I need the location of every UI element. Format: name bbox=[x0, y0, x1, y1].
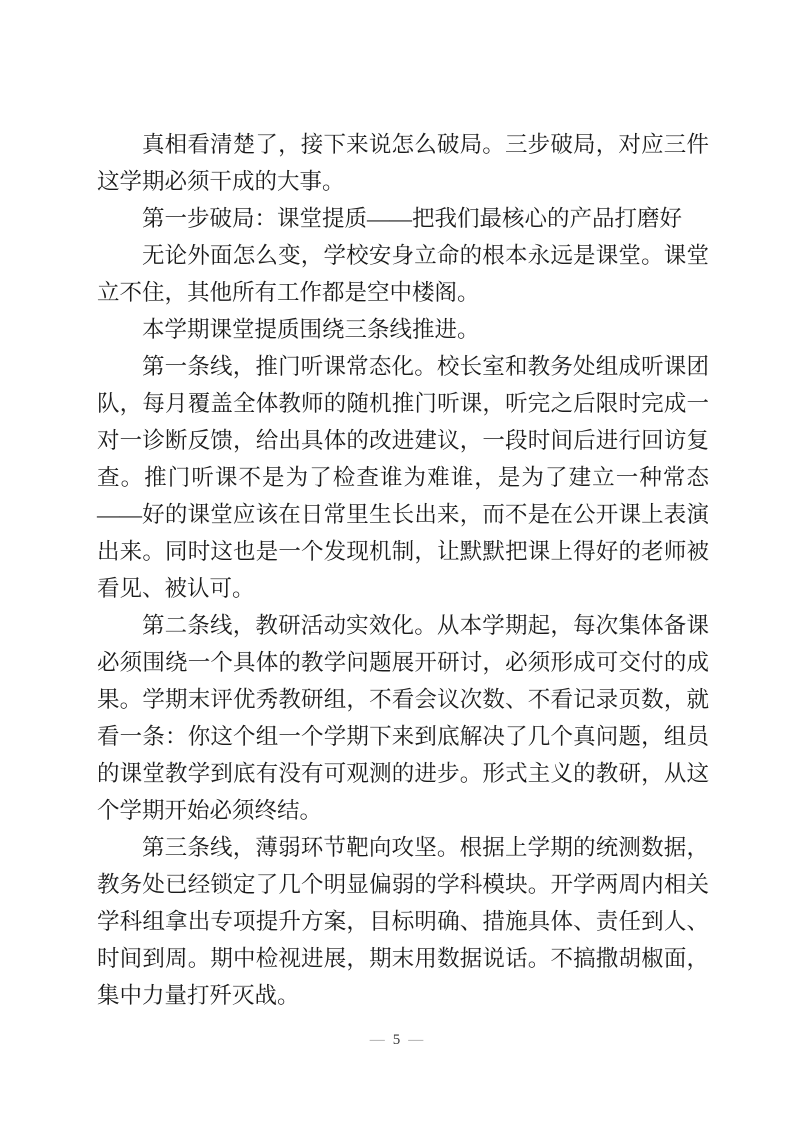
document-body bbox=[97, 126, 709, 1014]
paragraph-classroom-foundation: 无论外面怎么变，学校安身立命的根本永远是课堂。课堂立不住，其他所有工作都是空中楼阁。 bbox=[97, 243, 709, 305]
paragraph-line-three: 第三条线，薄弱环节靶向攻坚。根据上学期的统测数据，教务处已经锁定了几个明显偏弱的学科模块。开学两周内相关学科组拿出专项提升方案，目标明确、措施具体、责任到人、时间到周。期中检视进展，期末用数据说话。不搞撒胡椒面，集中力量打歼灭战。 bbox=[97, 835, 709, 1008]
paragraph-intro: 真相看清楚了，接下来说怎么破局。三步破局，对应三件这学期必须干成的大事。 bbox=[97, 132, 709, 194]
footer-dash-right: — bbox=[408, 1032, 424, 1048]
footer-dash-left: — bbox=[369, 1032, 385, 1048]
page-number: 5 bbox=[392, 1032, 401, 1048]
paragraph-heading-step-one: 第一步破局：课堂提质——把我们最核心的产品打磨好 bbox=[142, 206, 683, 231]
page-footer bbox=[0, 1028, 793, 1052]
paragraph-line-two: 第二条线，教研活动实效化。从本学期起，每次集体备课必须围绕一个具体的教学问题展开研讨，必须形成可交付的成果。学期末评优秀教研组，不看会议次数、不看记录页数，就看一条：你这个组一个学期下来到底解决了几个真问题，组员的课堂教学到底有没有可观测的进步。形式主义的教研，从这个学期开始必须终结。 bbox=[97, 613, 709, 823]
paragraph-three-lines-intro: 本学期课堂提质围绕三条线推进。 bbox=[142, 317, 480, 342]
paragraph-line-one: 第一条线，推门听课常态化。校长室和教务处组成听课团队，每月覆盖全体教师的随机推门听课，听完之后限时完成一对一诊断反馈，给出具体的改进建议，一段时间后进行回访复查。推门听课不是为了检查谁为难谁，是为了建立一种常态——好的课堂应该在日常里生长出来，而不是在公开课上表演出来。同时这也是一个发现机制，让默默把课上得好的老师被看见、被认可。 bbox=[97, 354, 709, 601]
